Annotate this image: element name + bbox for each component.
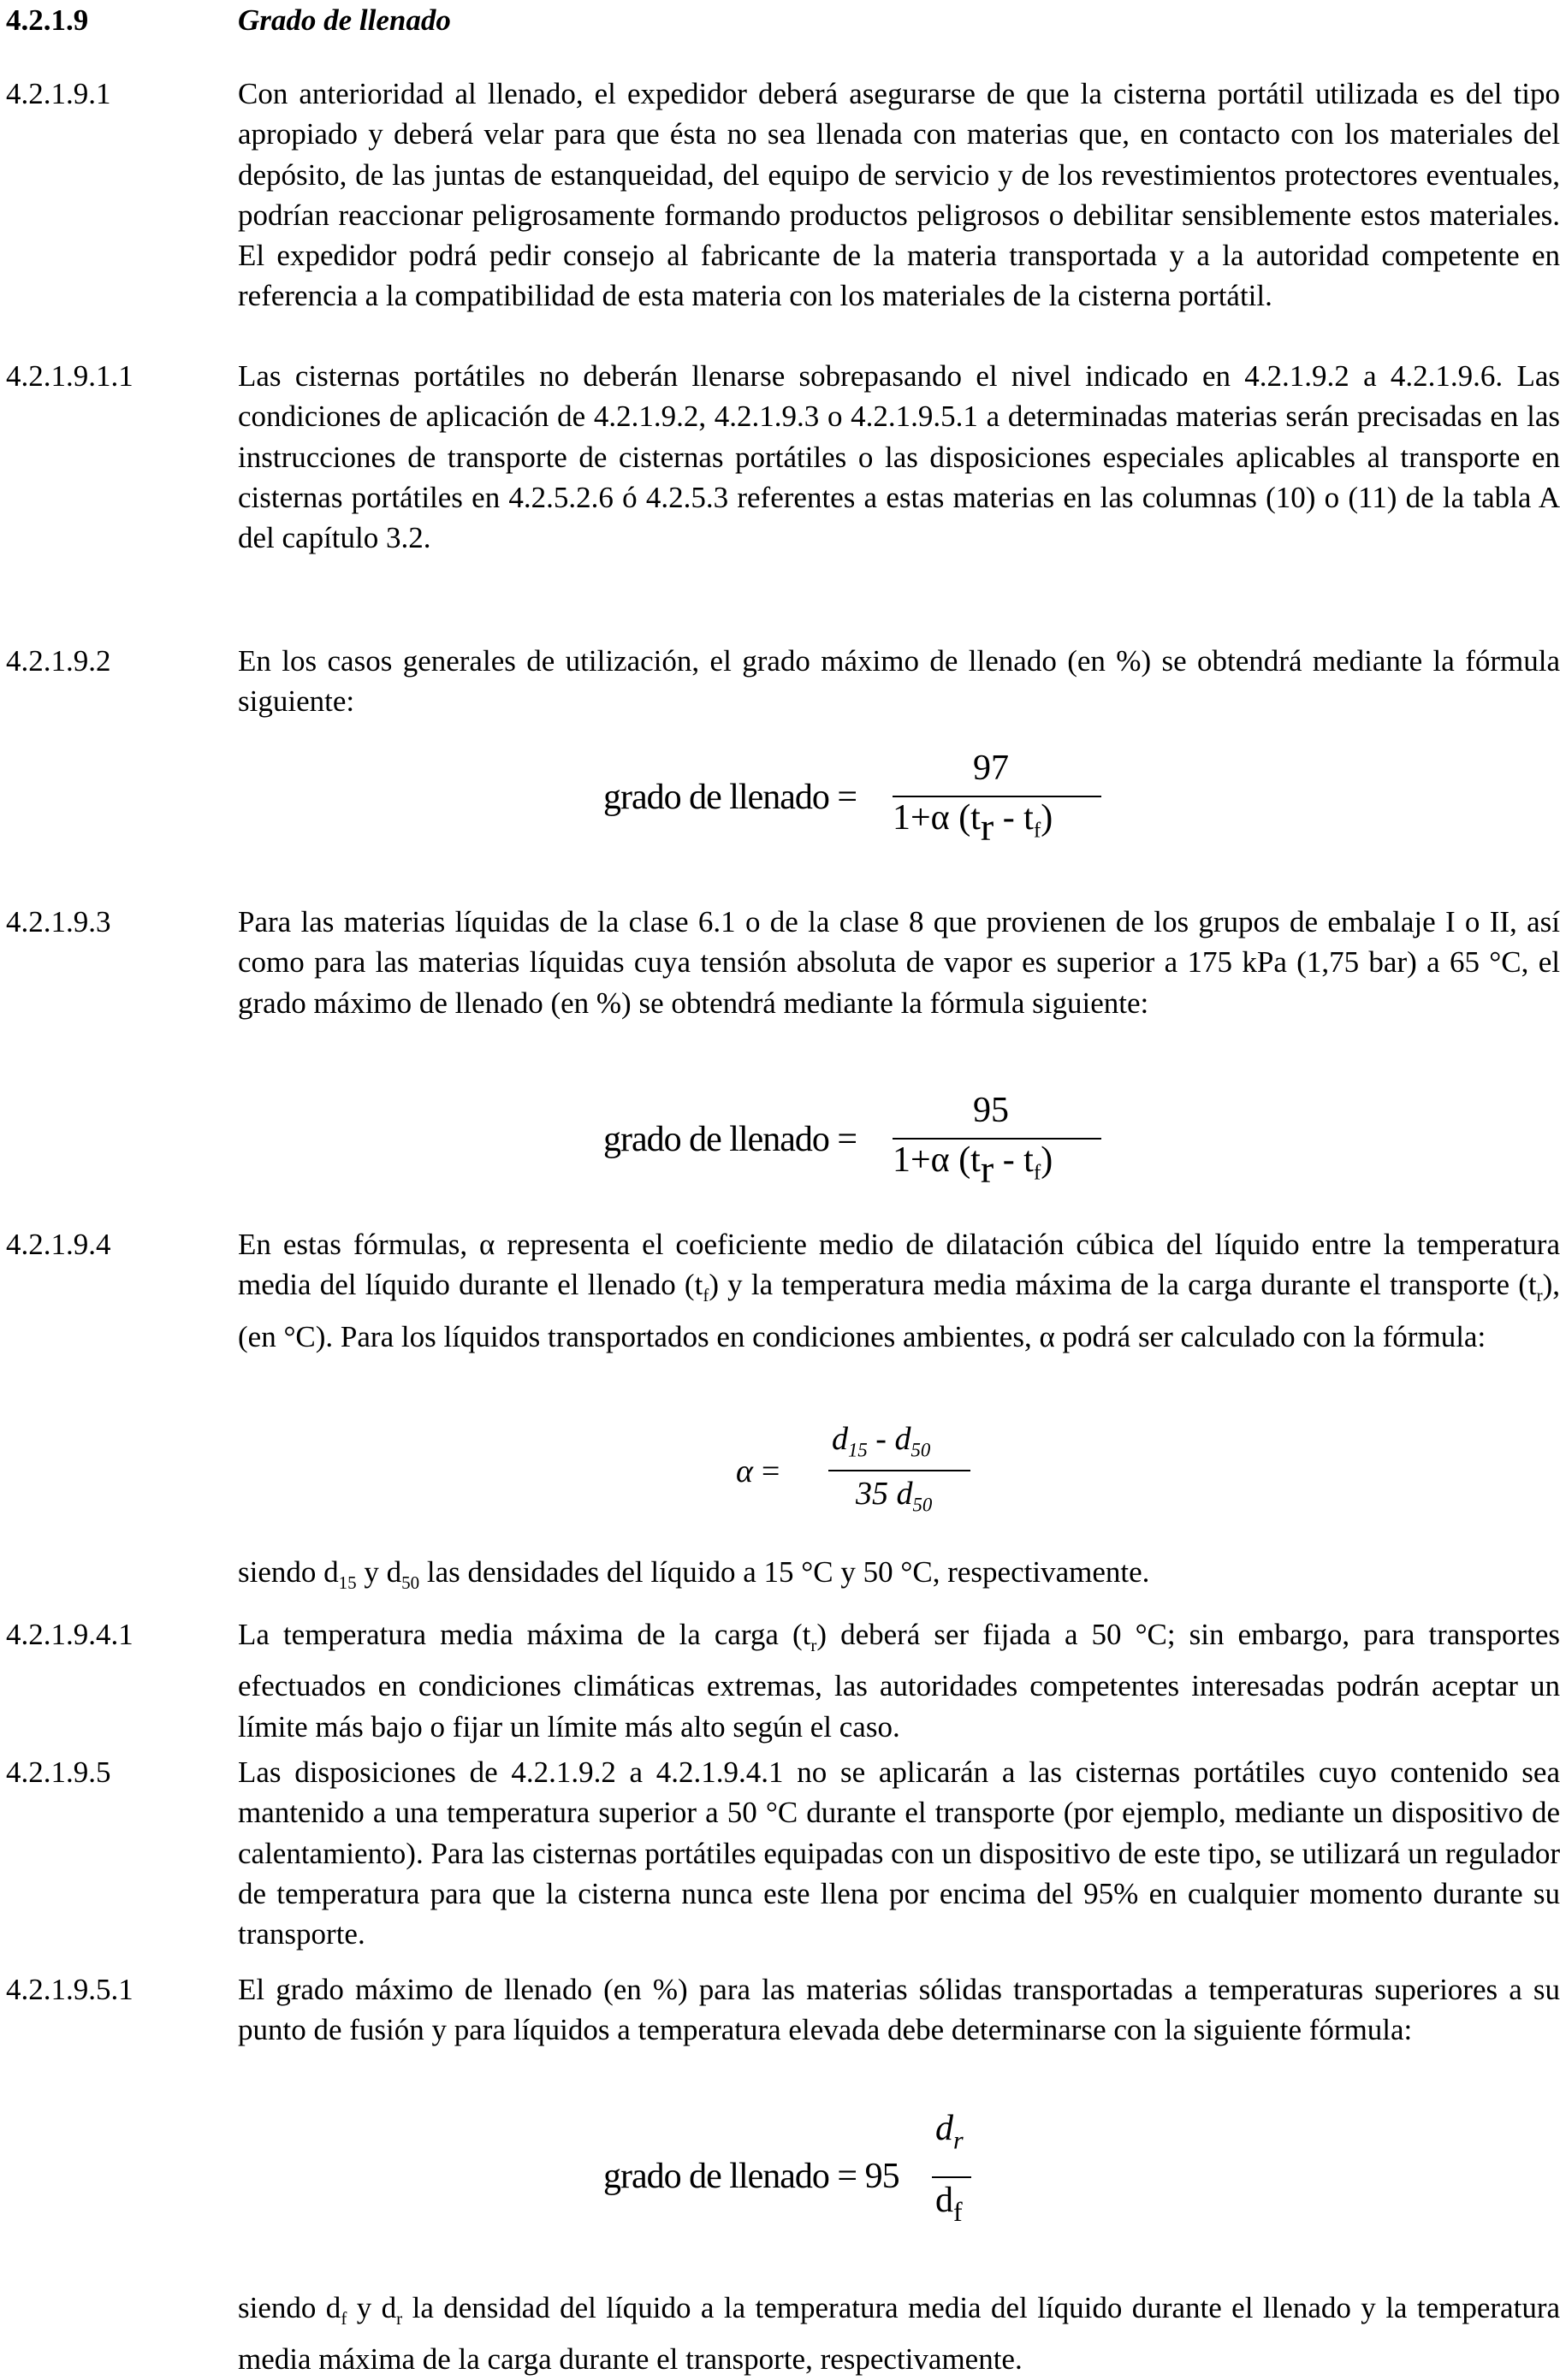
formula-label: α = <box>736 1453 781 1489</box>
paragraph-text: La temperatura media máxima de la carga $(t_r)$ deberá ser fijada a 50 °C; sin embargo, para transportes efectuados en condiciones climáticas extremas, las autoridades competentes interesadas podrán aceptar un límite más bajo o fijar un límite más alto según el caso. <box>238 1618 1560 1744</box>
formula-fill-degree-density <box>603 2109 1031 2243</box>
section-number: 4.2.1.9 <box>6 3 89 37</box>
paragraph-text: El grado máximo de llenado (en %) para las materias sólidas transportadas a temperaturas superiores a su punto de fusión y para líquidos a temperatura elevada debe determinarse con la siguiente fórmula: <box>238 1973 1560 2047</box>
formula-numerator: 97 <box>973 749 1009 788</box>
paragraph-text: siendo $d_f$ y $d_r$ la densidad del líquido a la temperatura media del líquido durante el llenado y la temperatura media máxima de la carga durante el transporte, respectivamente. <box>238 2291 1560 2377</box>
formula-denominator: 1+α $(tr - t_f)$ <box>893 798 1053 849</box>
fraction-bar <box>828 1470 970 1471</box>
paragraph-number: 4.2.1.9.4.1 <box>6 1618 133 1651</box>
paragraph-text: Las cisternas portátiles no deberán llenarse sobrepasando el nivel indicado en 4.2.1.9.2 a 4.2.1.9.6. Las condiciones de aplicación de 4.2.1.9.2, 4.2.1.9.3 o 4.2.1.9.5.1 a determinadas materias serán precisadas en las instrucciones de transporte de cisternas portátiles o las disposiciones especiales aplicables al transporte en cisternas portátiles en 4.2.5.2.6 ó 4.2.5.3 referentes a estas materias en las columnas (10) o (11) de la tabla A del capítulo 3.2. <box>238 359 1560 555</box>
fraction-bar <box>932 2176 971 2178</box>
paragraph-number: 4.2.1.9.2 <box>6 644 111 678</box>
paragraph-text: En estas fórmulas, α representa el coeficiente medio de dilatación cúbica del líquido entre la temperatura media del líquido durante el llenado $(t_f)$ y la temperatura media máxima de la carga durante el transporte $(t_r)$, (en °C). Para los líquidos transportados en condiciones ambientes, α podrá ser calculado con la fórmula: <box>238 1228 1560 1353</box>
paragraph-text: siendo $d_{15}$ y $d_{50}$ las densidades del líquido a 15 °C y 50 °C, respectivamente. <box>238 1555 1150 1593</box>
paragraph-number: 4.2.1.9.5.1 <box>6 1973 133 2006</box>
formula-fill-degree-97 <box>603 749 1117 864</box>
formula-denominator: $d_f$ <box>935 2181 963 2228</box>
formula-fill-degree-95 <box>603 1091 1117 1206</box>
section-title: Grado de llenado <box>238 3 451 37</box>
formula-alpha <box>736 1421 1078 1540</box>
formula-label: grado de llenado = 95 <box>603 2157 899 2196</box>
paragraph-number: 4.2.1.9.5 <box>6 1755 111 1789</box>
formula-label: grado de llenado = <box>603 1120 857 1159</box>
formula-denominator: 1+α $(tr - t_f)$ <box>893 1140 1053 1191</box>
formula-numerator: 95 <box>973 1091 1009 1130</box>
formula-numerator: $d_r$ <box>935 2109 964 2155</box>
formula-denominator: 35 $d_{50}$ <box>856 1476 933 1516</box>
formula-label: grado de llenado = <box>603 778 857 817</box>
formula-numerator: $d_{15} - d_{50}$ <box>832 1421 931 1461</box>
paragraph-text: Las disposiciones de 4.2.1.9.2 a 4.2.1.9.4.1 no se aplicarán a las cisternas portátiles cuyo contenido sea mantenido a una temperatura superior a 50 °C durante el transporte (por ejemplo, mediante un dispositivo de calentamiento). Para las cisternas portátiles equipadas con un dispositivo de este tipo, se utilizará un regulador de temperatura para que la cisterna nunca este llena por encima del 95% en cualquier momento durante su transporte. <box>238 1755 1560 1951</box>
paragraph-text: Para las materias líquidas de la clase 6.1 o de la clase 8 que provienen de los grupos de embalaje I o II, así como para las materias líquidas cuya tensión absoluta de vapor es superior a 175 kPa (1,75 bar) a 65 °C, el grado máximo de llenado (en %) se obtendrá mediante la fórmula siguiente: <box>238 905 1560 1020</box>
paragraph-text: En los casos generales de utilización, el grado máximo de llenado (en %) se obtendrá mediante la fórmula siguiente: <box>238 644 1560 719</box>
paragraph-text: Con anterioridad al llenado, el expedidor deberá asegurarse de que la cisterna portátil utilizada es del tipo apropiado y deberá velar para que ésta no sea llenada con materias que, en contacto con los materiales del depósito, de las juntas de estanqueidad, del equipo de servicio y de los revestimientos protectores eventuales, podrían reaccionar peligrosamente formando productos peligrosos o debilitar sensiblemente estos materiales. El expedidor podrá pedir consejo al fabricante de la materia transportada y a la autoridad competente en referencia a la compatibilidad de esta materia con los materiales de la cisterna portátil. <box>238 77 1560 313</box>
paragraph-number: 4.2.1.9.1 <box>6 77 111 110</box>
paragraph-number: 4.2.1.9.4 <box>6 1228 111 1261</box>
paragraph-number: 4.2.1.9.3 <box>6 905 111 938</box>
paragraph-number: 4.2.1.9.1.1 <box>6 359 133 393</box>
